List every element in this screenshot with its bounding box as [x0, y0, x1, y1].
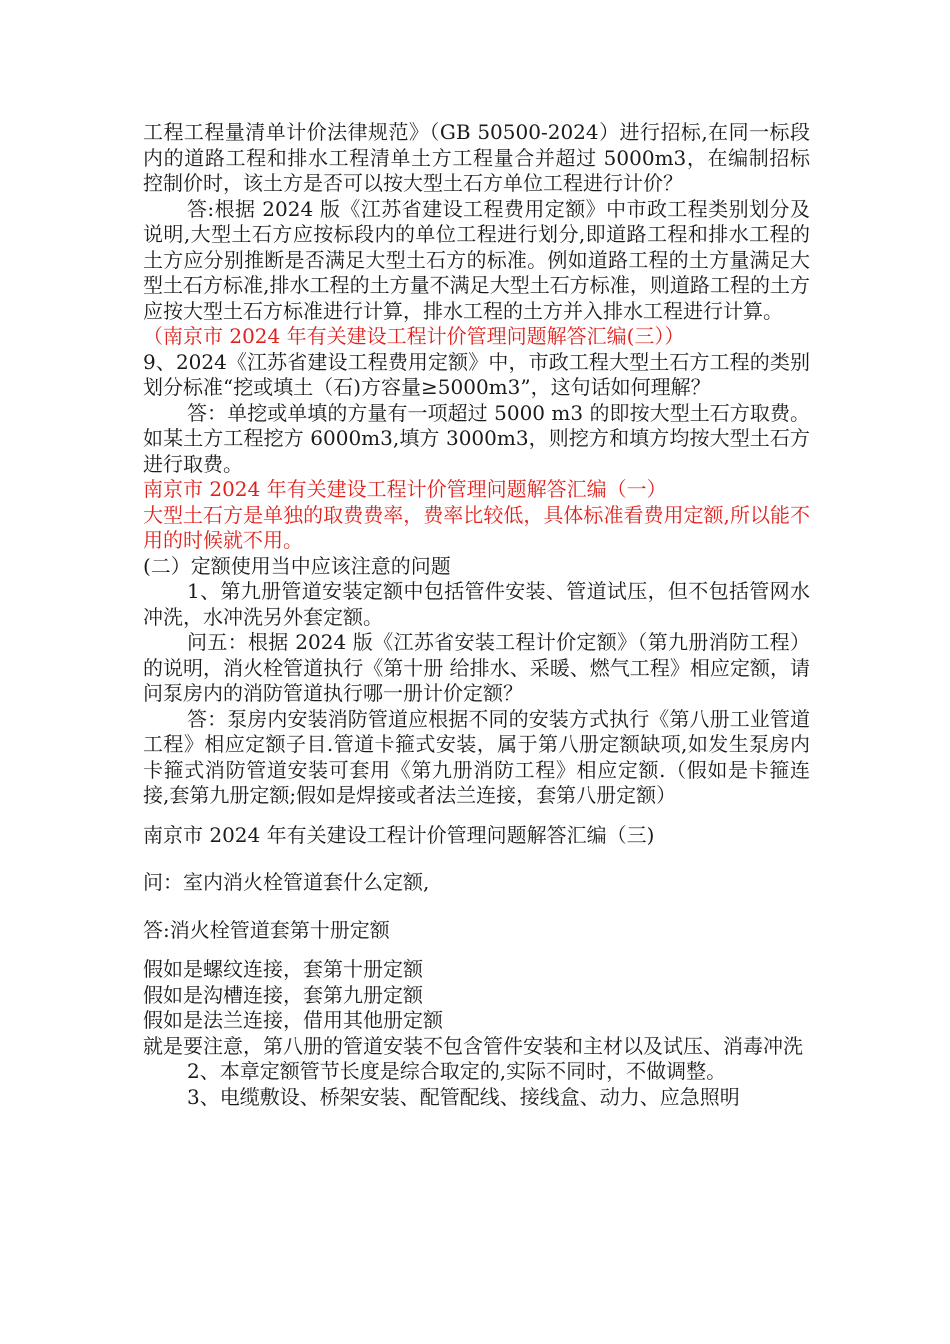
source-note-2: 南京市 2024 年有关建设工程计价管理问题解答汇编（一）: [143, 477, 667, 501]
rule-item-2: 2、本章定额管节长度是综合取定的,实际不同时，不做调整。: [187, 1059, 727, 1083]
answer-paragraph-1: 答:根据 2024 版《江苏省建设工程费用定额》中市政工程类别划分及说明,大型土石方应按标段内的单位工程进行划分,即道路工程和排水工程的土方应分别推断是否满足大型土石方的标准。例如道路工程的土方量满足大型土石方标准,排水工程的土方量不满足大型土石方标准，则道路工程的土方应按大型土石方标准进行计算，排水工程的土方并入排水工程进行计算。: [143, 196, 810, 323]
answer-indoor-hydrant: 答:消火栓管道套第十册定额: [143, 917, 390, 942]
source-note-3: 南京市 2024 年有关建设工程计价管理问题解答汇编（三): [143, 822, 655, 847]
question-indoor-hydrant: 问：室内消火栓管道套什么定额,: [143, 870, 430, 894]
document-body: [143, 120, 810, 1110]
connection-threaded: 假如是螺纹连接，套第十册定额: [143, 957, 423, 981]
highlight-note: 大型土石方是单独的取费费率，费率比较低，具体标准看费用定额,所以能不用的时候就不用。: [143, 502, 810, 552]
answer-five: 答：泵房内安装消防管道应根据不同的安装方式执行《第八册工业管道工程》相应定额子目.管道卡箍式安装，属于第八册定额缺项,如发生泵房内卡箍式消防管道安装可套用《第九册消防工程》相应定额.（假如是卡箍连接,套第九册定额;假如是焊接或者法兰连接，套第八册定额）: [143, 706, 810, 807]
rule-item-3: 3、电缆敷设、桥架安装、配管配线、接线盒、动力、应急照明: [187, 1084, 740, 1109]
question-paragraph-1: 工程工程量清单计价法律规范》（GB 50500-2024）进行招标,在同一标段内的道路工程和排水工程清单土方工程量合并超过 5000m3，在编制招标控制价时，该土方是否可以按大型土石方单位工程进行计价？: [143, 120, 810, 195]
source-note-1: （南京市 2024 年有关建设工程计价管理问题解答汇编(三））: [143, 324, 685, 348]
connection-flanged: 假如是法兰连接，借用其他册定额: [143, 1008, 443, 1032]
question-paragraph-9: 9、2024《江苏省建设工程费用定额》中，市政工程大型土石方工程的类别划分标准“挖或填土（石)方容量≥5000m3”，这句话如何理解？: [143, 349, 810, 399]
attention-note: 就是要注意，第八册的管道安装不包含管件安装和主材以及试压、消毒冲洗: [143, 1033, 803, 1058]
answer-paragraph-9: 答：单挖或单填的方量有一项超过 5000 m3 的即按大型土石方取费。如某土方工程挖方 6000m3,填方 3000m3，则挖方和填方均按大型土石方进行取费。: [143, 400, 810, 476]
question-five: 问五：根据 2024 版《江苏省安装工程计价定额》（第九册消防工程）的说明，消火栓管道执行《第十册 给排水、采暖、燃气工程》相应定额，请问泵房内的消防管道执行哪一册计价定额？: [143, 630, 810, 705]
rule-item-1: 1、第九册管道安装定额中包括管件安装、管道试压，但不包括管网水冲洗，水冲洗另外套定额。: [143, 579, 810, 629]
section-heading: (二）定额使用当中应该注意的问题: [143, 553, 451, 578]
connection-grooved: 假如是沟槽连接，套第九册定额: [143, 982, 423, 1007]
